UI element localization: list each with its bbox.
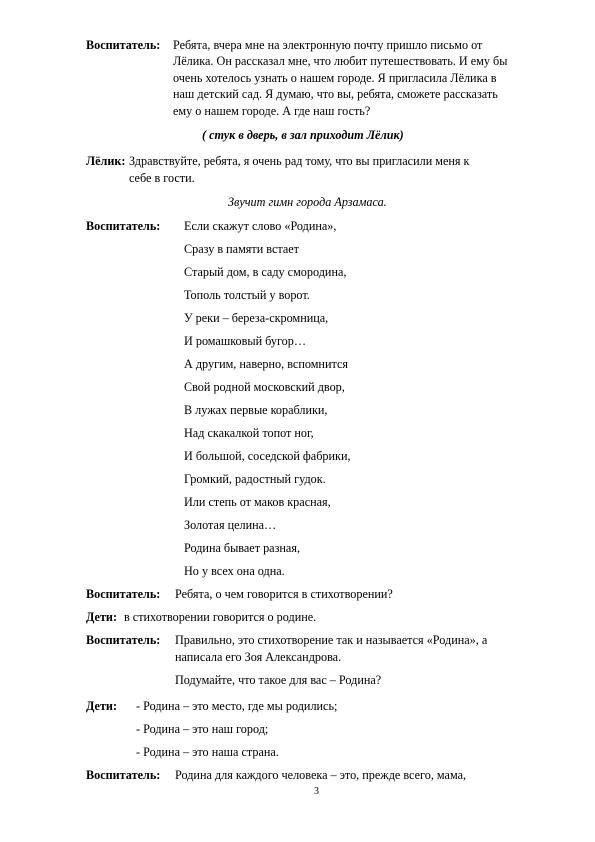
poem-line: Громкий, радостный гудок.	[184, 472, 326, 486]
poem-line: Свой родной московский двор,	[184, 380, 345, 394]
speaker-label: Воспитатель:	[86, 633, 161, 647]
text-line: - Родина – это наш город;	[136, 722, 269, 736]
speaker-label: Дети:	[86, 610, 118, 624]
text-line: Родина для каждого человека – это, прежде всего, мама,	[175, 768, 467, 782]
poem-line: Но у всех она одна.	[184, 564, 285, 578]
poem-line: А другим, наверно, вспомнится	[184, 357, 348, 371]
speaker-label: Лёлик:	[86, 154, 126, 168]
text-line: ему о нашем городе. А где наш гость?	[173, 104, 371, 118]
text-line: Ребята, вчера мне на электронную почту пришло письмо от	[173, 38, 483, 52]
poem-line: Если скажут слово «Родина»,	[184, 219, 337, 233]
poem-line: Над скакалкой топот ног,	[184, 426, 314, 440]
poem-line: Родина бывает разная,	[184, 541, 300, 555]
text-line: Подумайте, что такое для вас – Родина?	[175, 673, 382, 687]
stage-direction: Звучит гимн города Арзамаса.	[228, 195, 387, 209]
text-line: - Родина – это наша страна.	[136, 745, 279, 759]
poem-line: Или степь от маков красная,	[184, 495, 331, 509]
text-line: написала его Зоя Александрова.	[175, 650, 342, 664]
poem-line: Золотая целина…	[184, 518, 277, 532]
text-line: - Родина – это место, где мы родились;	[136, 699, 338, 713]
speaker-label: Воспитатель:	[86, 768, 161, 782]
poem-line: Тополь толстый у ворот.	[184, 288, 310, 302]
text-line: наш детский сад. Я думаю, что вы, ребята, сможете рассказать	[173, 87, 498, 101]
poem-line: И ромашковый бугор…	[184, 334, 307, 348]
speaker-label: Воспитатель:	[86, 587, 161, 601]
text-line: Здравствуйте, ребята, я очень рад тому, что вы пригласили меня к	[129, 154, 470, 168]
poem-line: И большой, соседской фабрики,	[184, 449, 351, 463]
poem-line: У реки – береза-скромница,	[184, 311, 329, 325]
text-line: очень хотелось узнать о нашем городе. Я пригласила Лёлика в	[173, 71, 497, 85]
speaker-label: Дети:	[86, 699, 118, 713]
poem-line: Сразу в памяти встает	[184, 242, 299, 256]
speaker-label: Воспитатель:	[86, 219, 161, 233]
text-line: в стихотворении говорится о родине.	[124, 610, 317, 624]
text-line: Правильно, это стихотворение так и называется «Родина», а	[175, 633, 488, 647]
poem-line: Старый дом, в саду смородина,	[184, 265, 347, 279]
speaker-label: Воспитатель:	[86, 38, 161, 52]
text-line: Ребята, о чем говорится в стихотворении?	[175, 587, 393, 601]
text-line: Лёлика. Он рассказал мне, что любит путешествовать. И ему бы	[173, 54, 508, 68]
page-number: 3	[314, 786, 319, 797]
text-line: себе в гости.	[129, 171, 195, 185]
poem-line: В лужах первые кораблики,	[184, 403, 328, 417]
stage-direction: ( стук в дверь, в зал приходит Лёлик)	[202, 128, 404, 142]
